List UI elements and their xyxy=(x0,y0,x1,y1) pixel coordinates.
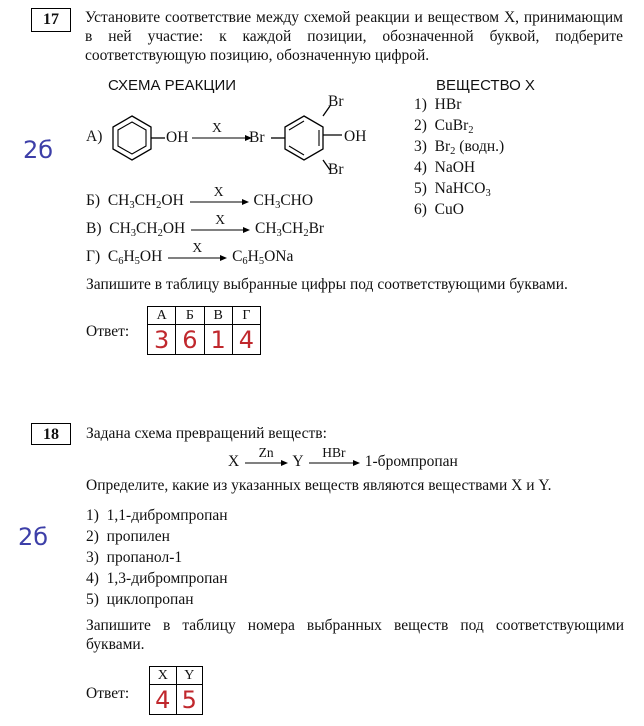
answer-17-table xyxy=(147,306,261,355)
product-oh-bond xyxy=(323,131,343,139)
task-18-instruction: Запишите в таблицу номера выбранных веществ под соответствующими буквами. xyxy=(86,617,624,653)
substance-4: 4) NaOH xyxy=(414,159,476,176)
answer-17-label: Ответ: xyxy=(86,323,130,340)
chain-arrow-2: HBr xyxy=(307,452,361,472)
scheme-heading: СХЕМА РЕАКЦИИ xyxy=(108,77,237,94)
reaction-v-letter: В) xyxy=(86,220,102,237)
option-1: 1) 1,1-дибромпропан xyxy=(86,507,228,524)
answer-18-cell[interactable]: 4 xyxy=(150,685,177,715)
score-mark-18: 2б xyxy=(18,523,49,551)
task-18-question: Определите, какие из указанных веществ являются веществами X и Y. xyxy=(86,477,552,494)
score-mark-17: 2б xyxy=(23,136,54,164)
answer-18-header: X xyxy=(150,667,177,685)
answer-17-header: Б xyxy=(176,307,204,325)
reaction-g-arrow: X xyxy=(166,247,228,267)
reaction-a-arrow-label: X xyxy=(212,120,222,135)
task-18-text: Задана схема превращений веществ: xyxy=(86,425,327,442)
substance-1: 1) HBr xyxy=(414,96,462,113)
answer-17-cell[interactable]: 1 xyxy=(204,325,232,355)
reaction-v-left: $CH_3CH_2OH$ xyxy=(109,220,186,239)
chain-y: Y xyxy=(292,453,304,470)
reactant-oh: OH xyxy=(166,129,189,146)
reaction-g xyxy=(86,240,294,272)
reaction-v-right: $CH_3CH_2Br$ xyxy=(254,220,325,239)
product-br-left: Br xyxy=(249,129,265,146)
option-4: 4) 1,3-дибромпропан xyxy=(86,570,228,587)
task-17-text: Установите соответствие между схемой реакции и веществом X, принимающим в ней участие: к каждой позиции, обозначенной буквой, подберите соответствующую позицию, обозначенную цифрой. xyxy=(85,9,623,64)
task-18-number: 18 xyxy=(31,423,71,445)
conversion-chain xyxy=(228,445,458,472)
reaction-a-letter: А) xyxy=(86,128,103,145)
substance-heading: ВЕЩЕСТВО X xyxy=(436,77,535,94)
product-br-top: Br xyxy=(328,93,344,110)
chain-product: 1-бромпропан xyxy=(364,453,458,470)
answer-17-header: Г xyxy=(232,307,260,325)
reaction-b-letter: Б) xyxy=(86,192,101,209)
chain-arrow-1: Zn xyxy=(243,452,289,472)
answer-18-cell[interactable]: 5 xyxy=(176,685,203,715)
reaction-b-left: $CH_3CH_2OH$ xyxy=(107,192,184,211)
product-oh: OH xyxy=(344,128,367,145)
task-17-number: 17 xyxy=(31,8,71,32)
answer-18-header: Y xyxy=(176,667,203,685)
option-3: 3) пропанол-1 xyxy=(86,549,183,566)
product-br-bottom: Br xyxy=(328,161,344,178)
answer-17-cell[interactable]: 3 xyxy=(148,325,176,355)
answer-17-header: А xyxy=(148,307,176,325)
option-2: 2) пропилен xyxy=(86,528,170,545)
reaction-v-arrow: X xyxy=(189,219,251,239)
answer-18-label: Ответ: xyxy=(86,685,130,702)
reaction-b-right: $CH_3CHO$ xyxy=(253,192,314,211)
answer-17-cell[interactable]: 6 xyxy=(176,325,204,355)
option-5: 5) циклопропан xyxy=(86,591,194,608)
substance-6: 6) CuO xyxy=(414,201,464,218)
chain-x: X xyxy=(228,453,240,470)
substance-5: 5) NaHCO$_3$ xyxy=(414,180,491,199)
reaction-g-right: $C_6H_5ONa$ xyxy=(232,248,294,267)
substance-3: 3) $Br_2$ (водн.) xyxy=(414,138,505,157)
reaction-g-left: $C_6H_5OH$ xyxy=(107,248,163,267)
answer-17-cell[interactable]: 4 xyxy=(232,325,260,355)
answer-18-table xyxy=(149,666,203,715)
substance-2: 2) CuBr$_2$ xyxy=(414,117,474,136)
reaction-b-arrow: X xyxy=(188,191,250,211)
reaction-g-letter: Г) xyxy=(86,248,101,265)
task-17-instruction: Запишите в таблицу выбранные цифры под соответствующими буквами. xyxy=(86,276,568,293)
answer-17-header: В xyxy=(204,307,232,325)
